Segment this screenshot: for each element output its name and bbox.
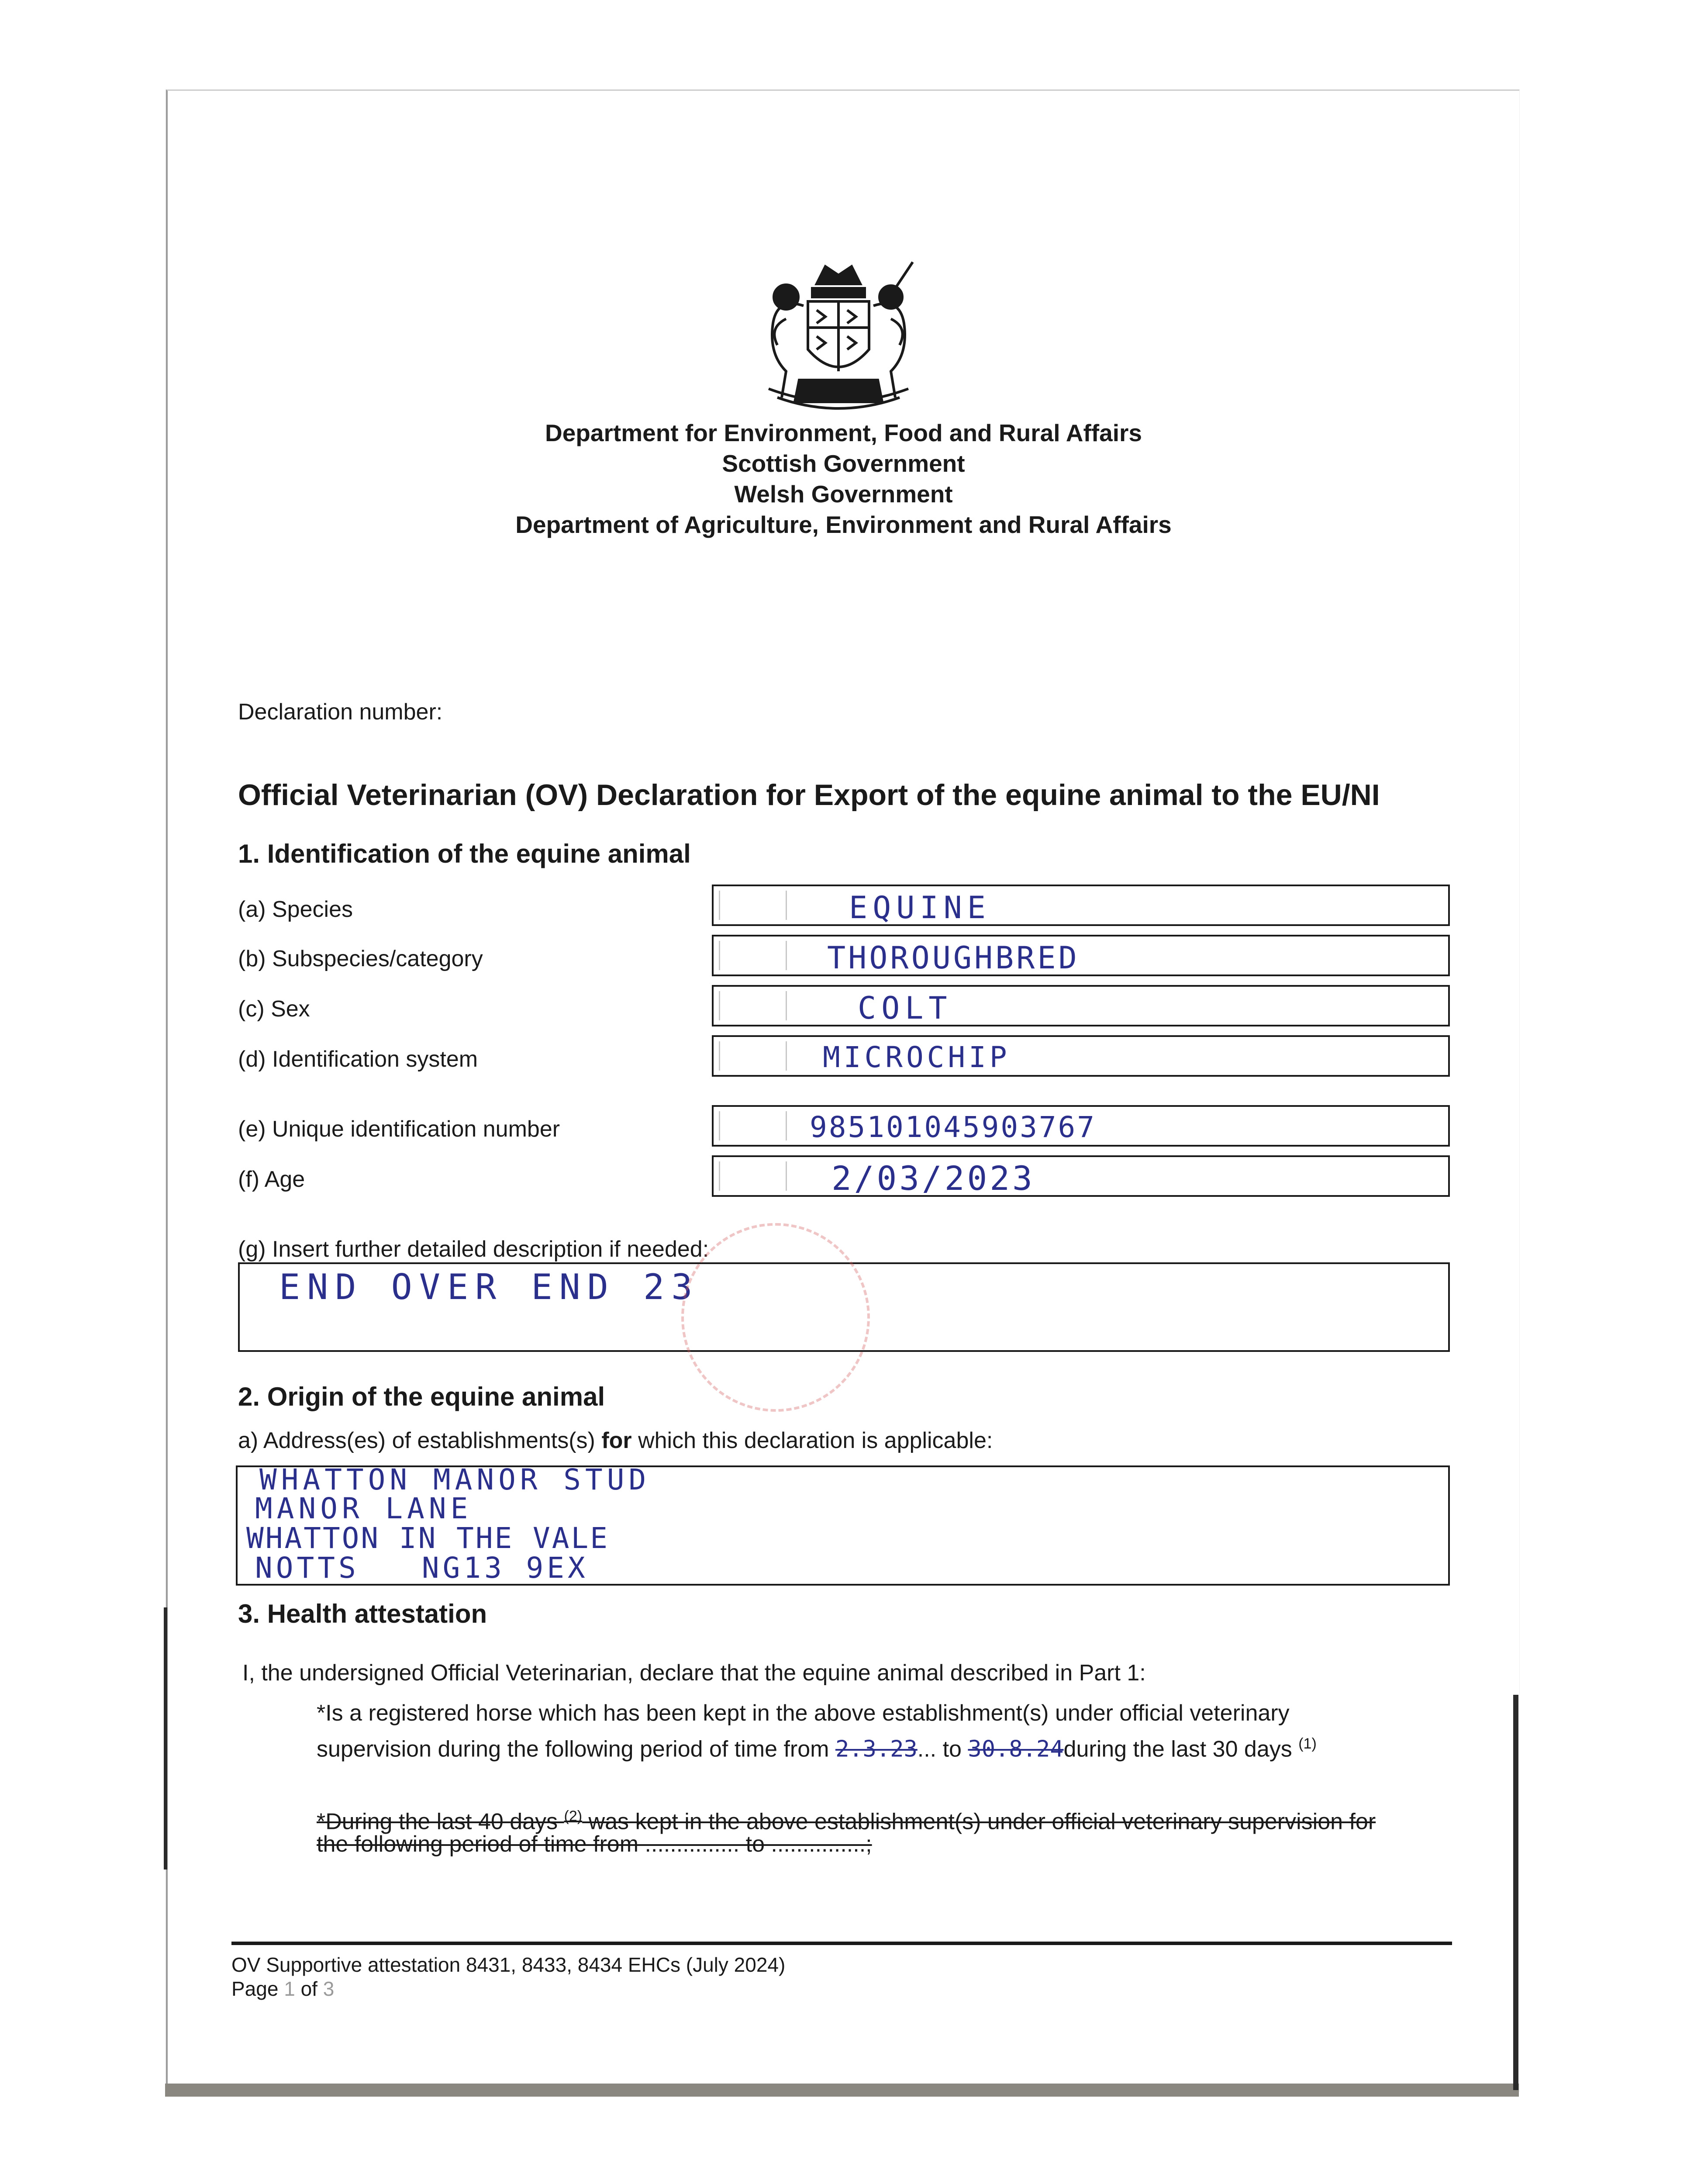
subspecies-field[interactable] (712, 935, 1450, 976)
department-name: Department for Environment, Food and Rural Affairs (545, 419, 1142, 446)
health-attestation-intro: I, the undersigned Official Veterinarian, declare that the equine animal described in Part 1: (242, 1660, 1146, 1686)
address-line: WHATTON IN THE VALE (246, 1521, 609, 1555)
from-date-value: 2.3.23 (835, 1736, 918, 1762)
attestation-paragraph-1-line-1: *Is a registered horse which has been kept in the above establishment(s) under official veterinary (317, 1700, 1290, 1726)
attestation-paragraph-1-line-2: supervision during the following period of time from 2.3.23... to 30.8.24during the last 30 days $^{(1)}$ (317, 1735, 1317, 1762)
address-field[interactable] (236, 1465, 1450, 1586)
footer-page-number: Page 1 of 3 (231, 1977, 335, 2000)
species-field[interactable] (712, 885, 1450, 926)
identification-system-label: (d) Identification system (238, 1047, 478, 1072)
identification-system-value: MICROCHIP (823, 1040, 1011, 1074)
identification-system-field[interactable] (712, 1035, 1450, 1077)
paper-edge-shadow (1513, 1695, 1518, 2090)
attestation-paragraph-2-line-2: the following period of time from ............... to ...............; (317, 1832, 872, 1857)
description-value: END OVER END 23 (279, 1267, 700, 1307)
species-value: EQUINE (849, 890, 991, 926)
paper-edge-shadow (164, 1607, 167, 1870)
royal-coat-of-arms-icon (751, 258, 926, 415)
paper-edge-shadow (165, 2084, 1519, 2097)
official-stamp-mark (681, 1223, 870, 1412)
unique-id-value: 985101045903767 (810, 1110, 1097, 1144)
footer-attestation-reference: OV Supportive attestation 8431, 8433, 8434 EHCs (July 2024) (231, 1953, 786, 1976)
department-name: Scottish Government (722, 450, 965, 477)
unique-id-label: (e) Unique identification number (238, 1116, 560, 1142)
subspecies-label: (b) Subspecies/category (238, 946, 483, 971)
subspecies-value: THOROUGHBRED (827, 940, 1080, 976)
address-line: WHATTON MANOR STUD (259, 1463, 651, 1496)
unique-id-field[interactable] (712, 1105, 1450, 1147)
sex-label: (c) Sex (238, 996, 310, 1022)
section-1-heading: 1. Identification of the equine animal (238, 839, 691, 868)
age-value: 2/03/2023 (831, 1159, 1035, 1198)
page-title: Official Veterinarian (OV) Declaration for Export of the equine animal to the EU/NI (238, 778, 1380, 812)
sex-value: COLT (858, 990, 952, 1026)
department-name: Department of Agriculture, Environment and Rural Affairs (515, 511, 1172, 538)
declaration-number-label: Declaration number: (238, 699, 443, 725)
species-label: (a) Species (238, 897, 353, 922)
address-label: a) Address(es) of establishments(s) for which this declaration is applicable: (238, 1428, 993, 1453)
department-name: Welsh Government (734, 480, 953, 508)
description-label: (g) Insert further detailed description if needed: (238, 1237, 709, 1262)
address-line: MANOR LANE (255, 1492, 473, 1525)
footer-divider (231, 1942, 1452, 1945)
address-line: NOTTS NG13 9EX (255, 1551, 589, 1585)
age-field[interactable] (712, 1155, 1450, 1197)
to-date-value: 30.8.24 (968, 1736, 1064, 1762)
age-label: (f) Age (238, 1167, 305, 1192)
attestation-paragraph-2-line-1: *During the last 40 days $^{(2)}$ was kept in the above establishment(s) under official veterinary supervision for (317, 1808, 1376, 1835)
section-2-heading: 2. Origin of the equine animal (238, 1382, 605, 1411)
section-3-heading: 3. Health attestation (238, 1599, 487, 1628)
sex-field[interactable] (712, 985, 1450, 1026)
